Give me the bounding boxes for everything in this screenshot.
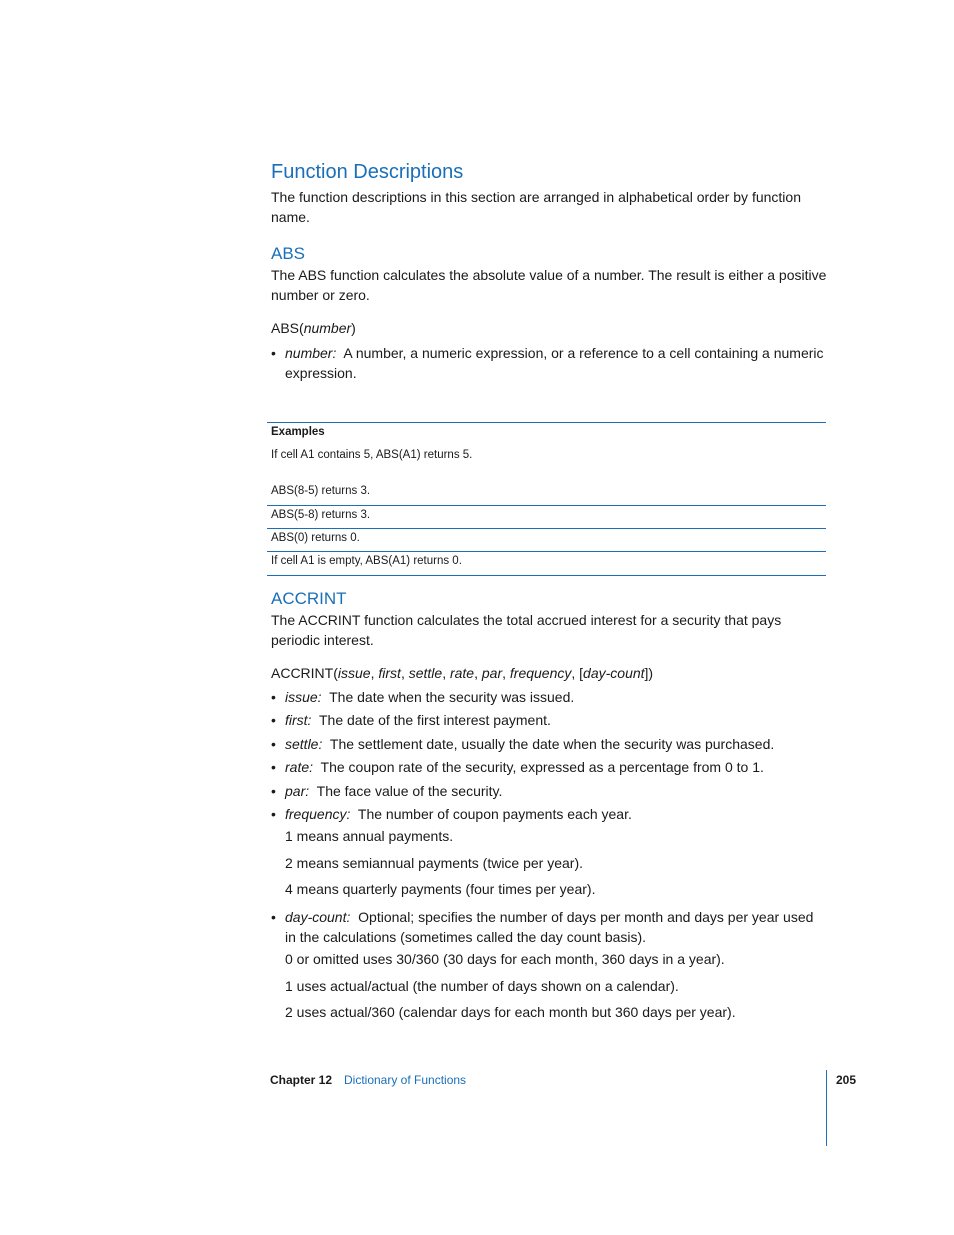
abs-heading: ABS: [271, 244, 306, 263]
accrint-arg-rate: [271, 757, 827, 777]
bullet-icon: •: [271, 689, 276, 705]
syntax-arg: par: [481, 665, 503, 681]
accrint-description: The ACCRINT function calculates the total accrued interest for a security that pays periodic interest.: [271, 612, 782, 648]
arg-name: settle:: [285, 736, 323, 752]
arg-text: The coupon rate of the security, expressed as a percentage from 0 to 1.: [320, 759, 764, 775]
frequency-option: 1 means annual payments.: [285, 828, 454, 844]
page-number: 205: [836, 1073, 857, 1087]
frequency-option: 2 means semiannual payments (twice per year).: [285, 855, 584, 871]
arg-name: issue:: [285, 689, 322, 705]
accrint-syntax: ACCRINT(issue, first, settle, rate, par, frequency, [day-count]): [271, 665, 654, 681]
example-line: If cell A1 contains 5, ABS(A1) returns 5.: [271, 449, 473, 461]
abs-syntax-name: ABS: [271, 320, 300, 336]
bullet-icon: •: [271, 783, 276, 799]
arg-name: rate:: [285, 759, 314, 775]
arg-name: number:: [285, 345, 337, 361]
syntax-arg: rate: [449, 665, 475, 681]
abs-description: The ABS function calculates the absolute value of a number. The result is either a positive number or zero.: [271, 267, 827, 303]
page-title: Function Descriptions: [271, 161, 464, 183]
arg-name: day-count:: [285, 909, 351, 925]
examples-bottom-rule: [267, 575, 826, 576]
arg-name: first:: [285, 712, 312, 728]
accrint-arg-frequency: [271, 804, 827, 824]
arg-name: par:: [285, 783, 310, 799]
accrint-arg-day-count: [271, 907, 827, 947]
arg-text: The face value of the security.: [316, 783, 503, 799]
bullet-icon: •: [271, 712, 276, 728]
daycount-option: 0 or omitted uses 30/360 (30 days for each month, 360 days in a year).: [285, 951, 725, 967]
examples-row-rule: [267, 505, 826, 506]
example-line: ABS(8-5) returns 3.: [271, 485, 371, 497]
accrint-syntax-name: ACCRINT: [271, 665, 334, 681]
abs-syntax: ABS(number): [271, 320, 356, 336]
arg-text: The number of coupon payments each year.: [357, 806, 632, 822]
arg-text: A number, a numeric expression, or a reference to a cell containing a numeric expression.: [285, 345, 824, 381]
bullet-icon: •: [271, 736, 276, 752]
examples-top-rule: [267, 422, 826, 423]
bullet-icon: •: [271, 345, 276, 361]
footer-chapter-title: Dictionary of Functions: [344, 1073, 467, 1087]
arg-text: The settlement date, usually the date when the security was purchased.: [329, 736, 775, 752]
arg-text: The date when the security was issued.: [329, 689, 575, 705]
syntax-arg: day-count: [583, 665, 645, 681]
accrint-heading: ACCRINT: [271, 589, 347, 608]
abs-syntax-arg: number: [303, 320, 352, 336]
arg-name: frequency:: [285, 806, 351, 822]
footer-divider: [826, 1070, 827, 1146]
bullet-icon: •: [271, 759, 276, 775]
abs-arg-number: [271, 343, 827, 383]
accrint-arg-settle: [271, 734, 827, 754]
syntax-arg: settle: [408, 665, 443, 681]
accrint-arg-par: [271, 781, 827, 801]
syntax-arg: frequency: [509, 665, 572, 681]
examples-heading: Examples: [271, 426, 325, 438]
syntax-arg: issue: [337, 665, 371, 681]
daycount-option: 2 uses actual/360 (calendar days for each month but 360 days per year).: [285, 1004, 736, 1020]
example-line: ABS(5-8) returns 3.: [271, 509, 371, 521]
footer-chapter: Chapter 12: [270, 1073, 333, 1087]
examples-row-rule: [267, 528, 826, 529]
arg-text: The date of the first interest payment.: [318, 712, 551, 728]
accrint-arg-first: [271, 710, 827, 730]
syntax-arg: first: [378, 665, 401, 681]
arg-text: Optional; specifies the number of days per month and days per year used in the calculations (sometimes called the day count basis).: [285, 909, 814, 945]
daycount-option: 1 uses actual/actual (the number of days shown on a calendar).: [285, 978, 679, 994]
section-intro: The function descriptions in this section are arranged in alphabetical order by function name.: [271, 189, 801, 225]
examples-row-rule: [267, 551, 826, 552]
example-line: ABS(0) returns 0.: [271, 532, 360, 544]
bullet-icon: •: [271, 806, 276, 822]
frequency-option: 4 means quarterly payments (four times per year).: [285, 881, 596, 897]
example-line: If cell A1 is empty, ABS(A1) returns 0.: [271, 555, 462, 567]
bullet-icon: •: [271, 909, 276, 925]
accrint-arg-issue: [271, 687, 827, 707]
